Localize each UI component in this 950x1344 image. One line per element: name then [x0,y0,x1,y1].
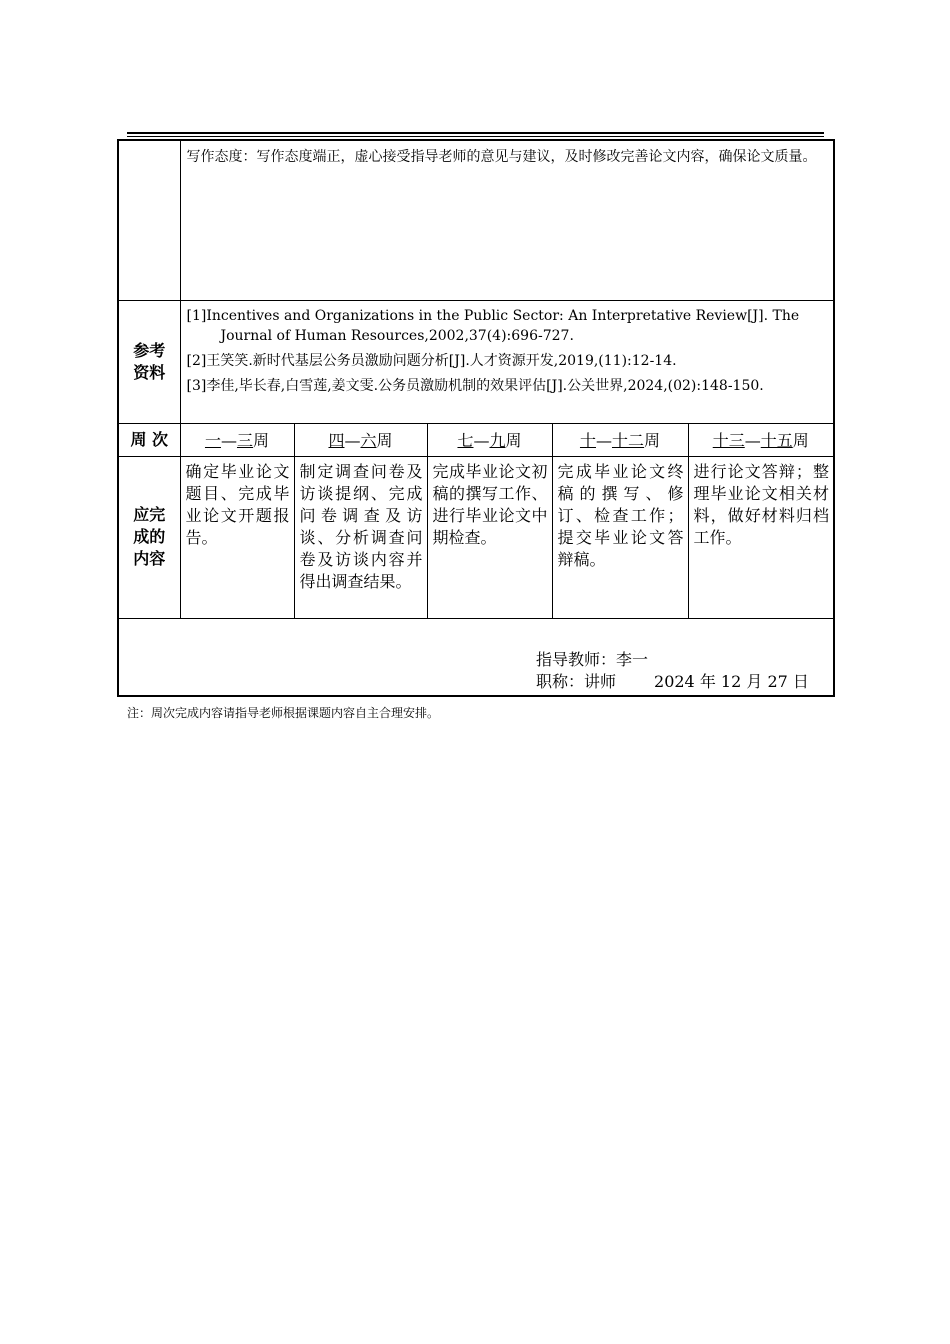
content-label [118,456,180,618]
content-label-text: 应完成的内容 [133,505,166,568]
teacher-name: 指导教师：李一 [536,649,649,669]
refs-label [118,300,180,423]
reference-item: [1]Incentives and Organizations in the Public Sector: An Interpretative Review[J]. The Journal of Human Resources,2002,37(4):696-727. [186,307,800,344]
refs-label-text: 参考资料 [133,340,166,382]
signature-cell [118,618,834,696]
week-content: 完成毕业论文初稿的撰写工作、进行毕业论文中期检查。 [427,456,552,618]
header-rule-thin [127,136,824,137]
week-label: 周 次 [118,423,180,456]
week-range: 七—九周 [427,423,552,456]
attitude-text: 写作态度：写作态度端正，虚心接受指导老师的意见与建议，及时修改完善论文内容，确保论文质量。 [180,140,834,300]
header-rule [127,132,824,134]
week-content: 进行论文答辩；整理毕业论文相关材料，做好材料归档工作。 [688,456,834,618]
teacher-title-row [536,669,809,692]
week-range: 十三—十五周 [688,423,834,456]
footnote: 注：周次完成内容请指导老师根据课题内容自主合理安排。 [127,706,440,720]
week-content: 制定调查问卷及访谈提纲、完成问卷调查及访谈、分析调查问卷及访谈内容并得出调查结果。 [294,456,427,618]
week-content: 确定毕业论文题目、完成毕业论文开题报告。 [180,456,294,618]
teacher-title: 职称：讲师 [536,671,617,691]
week-range: 一—三周 [180,423,294,456]
references-cell [180,300,834,423]
sign-date: 2024 年 12 月 27 日 [654,671,809,691]
attitude-label-cell [118,140,180,300]
week-content: 完成毕业论文终稿的撰写、修订、检查工作；提交毕业论文答辩稿。 [552,456,688,618]
week-range: 十—十二周 [552,423,688,456]
task-table [117,139,835,697]
week-range: 四—六周 [294,423,427,456]
reference-item: [3]李佳,毕长春,白雪莲,姜文雯.公务员激励机制的效果评估[J].公关世界,2024,(02):148-150. [186,377,764,394]
reference-item: [2]王笑笑.新时代基层公务员激励问题分析[J].人才资源开发,2019,(11):12-14. [186,352,677,369]
